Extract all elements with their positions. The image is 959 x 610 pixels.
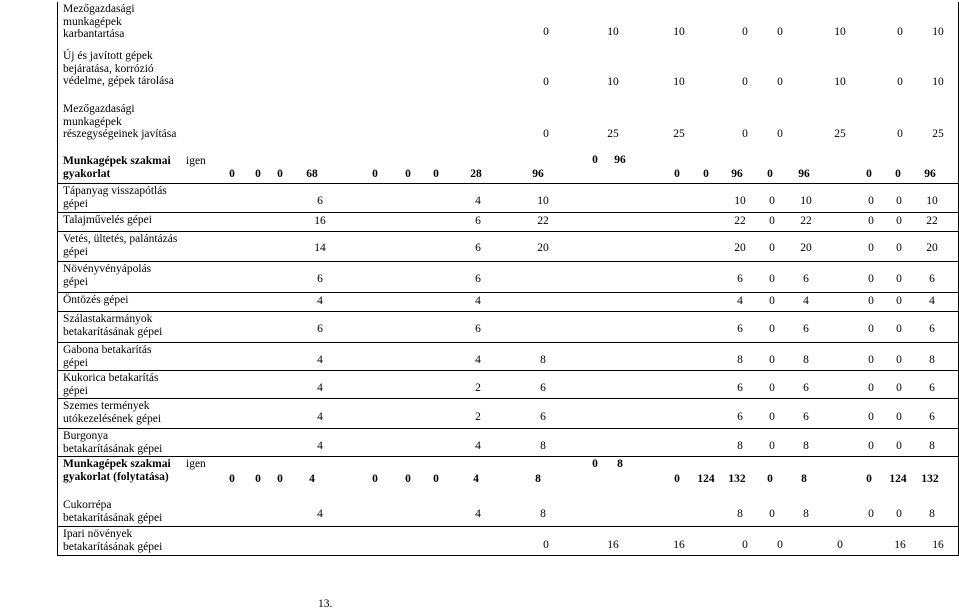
hour-value: 6: [737, 273, 743, 285]
table-row: [58, 261, 958, 293]
hour-value: 0: [868, 354, 874, 366]
hour-value: 25: [932, 128, 944, 140]
hour-value: 22: [537, 215, 549, 227]
hour-value: 10: [834, 26, 846, 38]
hour-value: 6: [475, 242, 481, 254]
hour-value: 0: [742, 76, 748, 88]
hour-value: 4: [929, 295, 935, 307]
hour-value: 16: [673, 539, 685, 551]
hour-value: 6: [317, 323, 323, 335]
hour-value: 0: [543, 539, 549, 551]
hour-value: 8: [737, 508, 743, 520]
hour-value: 0: [866, 473, 872, 485]
table-row: [58, 212, 958, 232]
hour-value: 6: [317, 273, 323, 285]
hour-value: 0: [769, 295, 775, 307]
hour-value: 124: [697, 473, 715, 485]
hour-value: 8: [540, 508, 546, 520]
hour-value: 10: [607, 26, 619, 38]
hour-value: 0: [897, 128, 903, 140]
row-label: Új és javított gépek bejáratása, korrózió védelme, gépek tárolása: [63, 50, 174, 87]
hour-value: 4: [475, 440, 481, 452]
hour-value: 4: [475, 195, 481, 207]
hour-value: 4: [317, 508, 323, 520]
row-label: Gabona betakarítás gépei: [63, 344, 152, 369]
hour-value: 0: [405, 473, 411, 485]
hour-value: 20: [734, 242, 746, 254]
hour-value: 4: [737, 295, 743, 307]
hour-value: 0: [674, 168, 680, 180]
row-label: Burgonya betakarításának gépei: [63, 430, 163, 455]
row-label: Növényvényápolás gépei: [63, 263, 152, 288]
hour-value: 0: [674, 473, 680, 485]
hour-value: 0: [896, 273, 902, 285]
hour-value: 0: [837, 539, 843, 551]
hour-value: 0: [543, 26, 549, 38]
hour-value: 22: [926, 215, 938, 227]
table-row: [58, 231, 958, 262]
hour-value: 0: [868, 295, 874, 307]
hour-value: 0: [769, 382, 775, 394]
practice-flag: igen: [186, 155, 206, 167]
hour-value: 0: [868, 195, 874, 207]
hour-value: 0: [769, 354, 775, 366]
hour-value: 4: [475, 354, 481, 366]
hour-value: 0: [868, 323, 874, 335]
hour-value: 10: [607, 76, 619, 88]
hour-value: 6: [803, 273, 809, 285]
hour-value: 20: [926, 242, 938, 254]
hour-value: 10: [926, 195, 938, 207]
hour-value: 8: [803, 508, 809, 520]
hour-value: 0: [777, 128, 783, 140]
hour-value: 0: [896, 354, 902, 366]
practice-flag: igen: [186, 458, 206, 470]
hour-value: 0: [896, 195, 902, 207]
row-label: Talajművelés gépei: [63, 214, 152, 226]
hour-value: 16: [314, 215, 326, 227]
hour-value: 16: [894, 539, 906, 551]
hour-value: 8: [617, 458, 623, 470]
hour-value: 0: [592, 458, 598, 470]
hour-value: 0: [895, 168, 901, 180]
hour-value: 0: [229, 473, 235, 485]
hour-value: 0: [868, 508, 874, 520]
hour-value: 6: [737, 382, 743, 394]
row-label: Tápanyag visszapótlás gépei: [63, 185, 167, 210]
hour-value: 0: [769, 411, 775, 423]
hour-value: 6: [475, 273, 481, 285]
hour-value: 8: [540, 354, 546, 366]
hour-value: 0: [868, 411, 874, 423]
hour-value: 96: [614, 154, 626, 166]
hour-value: 16: [932, 539, 944, 551]
table-row: [58, 2, 958, 49]
hour-value: 4: [317, 295, 323, 307]
hour-value: 0: [543, 76, 549, 88]
hour-value: 28: [470, 168, 482, 180]
table-row: [58, 428, 958, 457]
hour-value: 0: [769, 508, 775, 520]
hour-value: 20: [537, 242, 549, 254]
table-row: [58, 498, 958, 526]
page-number: 13.: [318, 598, 333, 610]
row-label: Munkagépek szakmai gyakorlat (folytatása): [63, 458, 171, 483]
hour-value: 4: [317, 411, 323, 423]
hour-value: 0: [769, 215, 775, 227]
hour-value: 2: [475, 411, 481, 423]
hour-value: 8: [929, 508, 935, 520]
hour-value: 0: [868, 215, 874, 227]
hour-value: 0: [769, 273, 775, 285]
hour-value: 6: [475, 323, 481, 335]
hour-value: 0: [777, 539, 783, 551]
hour-value: 0: [277, 168, 283, 180]
hour-value: 6: [317, 195, 323, 207]
hour-value: 0: [777, 76, 783, 88]
hour-value: 10: [932, 76, 944, 88]
hour-value: 0: [896, 295, 902, 307]
hour-value: 14: [314, 242, 326, 254]
table-row: [58, 102, 958, 154]
hour-value: 0: [897, 26, 903, 38]
row-label: Ipari növények betakarításának gépei: [63, 528, 163, 553]
hour-value: 4: [317, 354, 323, 366]
row-label: Szálastakarmányok betakarításának gépei: [63, 313, 163, 338]
hour-value: 0: [767, 473, 773, 485]
hour-value: 6: [929, 411, 935, 423]
hour-value: 10: [734, 195, 746, 207]
hour-value: 96: [798, 168, 810, 180]
hour-value: 10: [834, 76, 846, 88]
hour-value: 8: [535, 473, 541, 485]
hour-value: 4: [317, 440, 323, 452]
hour-value: 0: [543, 128, 549, 140]
hour-value: 6: [803, 411, 809, 423]
hour-value: 6: [737, 411, 743, 423]
hour-value: 0: [767, 168, 773, 180]
hour-value: 0: [277, 473, 283, 485]
hour-value: 0: [742, 128, 748, 140]
hour-value: 132: [921, 473, 939, 485]
hour-value: 6: [929, 382, 935, 394]
hour-value: 10: [673, 76, 685, 88]
hour-value: 6: [929, 323, 935, 335]
hour-value: 0: [742, 26, 748, 38]
hour-value: 0: [229, 168, 235, 180]
hour-value: 8: [929, 354, 935, 366]
hour-value: 0: [433, 473, 439, 485]
hour-value: 0: [866, 168, 872, 180]
hour-value: 0: [896, 242, 902, 254]
hour-value: 0: [592, 154, 598, 166]
row-label: Öntözés gépei: [63, 294, 129, 306]
row-label: Mezőgazdasági munkagépek karbantartása: [63, 3, 135, 40]
row-label: Munkagépek szakmai gyakorlat: [63, 155, 171, 180]
hour-value: 6: [540, 411, 546, 423]
hour-value: 10: [932, 26, 944, 38]
hour-value: 4: [309, 473, 315, 485]
hour-value: 0: [742, 539, 748, 551]
hour-value: 0: [868, 242, 874, 254]
hour-value: 0: [769, 242, 775, 254]
hour-value: 6: [803, 382, 809, 394]
hour-value: 22: [734, 215, 746, 227]
hour-value: 6: [737, 323, 743, 335]
hour-value: 8: [803, 354, 809, 366]
hour-value: 8: [737, 440, 743, 452]
table-row: [58, 49, 958, 102]
hour-value: 6: [803, 323, 809, 335]
hour-value: 25: [834, 128, 846, 140]
hour-value: 8: [801, 473, 807, 485]
hour-value: 16: [607, 539, 619, 551]
hour-value: 10: [537, 195, 549, 207]
table-row: [58, 342, 958, 371]
hour-value: 0: [777, 26, 783, 38]
hour-value: 25: [607, 128, 619, 140]
hour-value: 10: [800, 195, 812, 207]
row-label: Mezőgazdasági munkagépek részegységeinek javítása: [63, 103, 177, 140]
hour-value: 8: [540, 440, 546, 452]
hour-value: 25: [673, 128, 685, 140]
hour-value: 0: [372, 168, 378, 180]
hour-value: 68: [306, 168, 318, 180]
curriculum-table: [57, 2, 959, 556]
hour-value: 8: [803, 440, 809, 452]
hour-value: 0: [896, 323, 902, 335]
hour-value: 4: [475, 295, 481, 307]
table-row: [58, 526, 958, 556]
table-row: [58, 183, 958, 213]
table-row: [58, 398, 958, 429]
hour-value: 0: [896, 382, 902, 394]
hour-value: 0: [896, 508, 902, 520]
hour-value: 0: [769, 195, 775, 207]
hour-value: 10: [673, 26, 685, 38]
hour-value: 96: [532, 168, 544, 180]
hour-value: 96: [924, 168, 936, 180]
hour-value: 22: [800, 215, 812, 227]
hour-value: 0: [896, 215, 902, 227]
hour-value: 96: [731, 168, 743, 180]
hour-value: 0: [896, 411, 902, 423]
table-row: [58, 311, 958, 343]
hour-value: 8: [929, 440, 935, 452]
hour-value: 6: [475, 215, 481, 227]
table-row: [58, 292, 958, 312]
hour-value: 0: [405, 168, 411, 180]
hour-value: 132: [728, 473, 746, 485]
hour-value: 0: [769, 323, 775, 335]
hour-value: 4: [803, 295, 809, 307]
hour-value: 2: [475, 382, 481, 394]
hour-value: 4: [475, 508, 481, 520]
hour-value: 124: [889, 473, 907, 485]
row-label: Kukorica betakarítás gépei: [63, 372, 159, 397]
table-row: [58, 154, 958, 183]
hour-value: 20: [800, 242, 812, 254]
hour-value: 0: [433, 168, 439, 180]
hour-value: 0: [868, 382, 874, 394]
hour-value: 4: [317, 382, 323, 394]
hour-value: 8: [737, 354, 743, 366]
hour-value: 0: [372, 473, 378, 485]
hour-value: 0: [868, 440, 874, 452]
hour-value: 6: [929, 273, 935, 285]
hour-value: 0: [769, 440, 775, 452]
row-label: Vetés, ültetés, palántázás gépei: [63, 233, 178, 258]
row-label: Szemes termények utókezelésének gépei: [63, 400, 162, 425]
hour-value: 0: [897, 76, 903, 88]
hour-value: 0: [868, 273, 874, 285]
table-row: [58, 370, 958, 399]
hour-value: 6: [540, 382, 546, 394]
table-row: [58, 456, 958, 499]
hour-value: 0: [703, 168, 709, 180]
row-label: Cukorrépa betakarításának gépei: [63, 499, 163, 524]
hour-value: 4: [473, 473, 479, 485]
hour-value: 0: [255, 168, 261, 180]
hour-value: 0: [255, 473, 261, 485]
hour-value: 0: [896, 440, 902, 452]
